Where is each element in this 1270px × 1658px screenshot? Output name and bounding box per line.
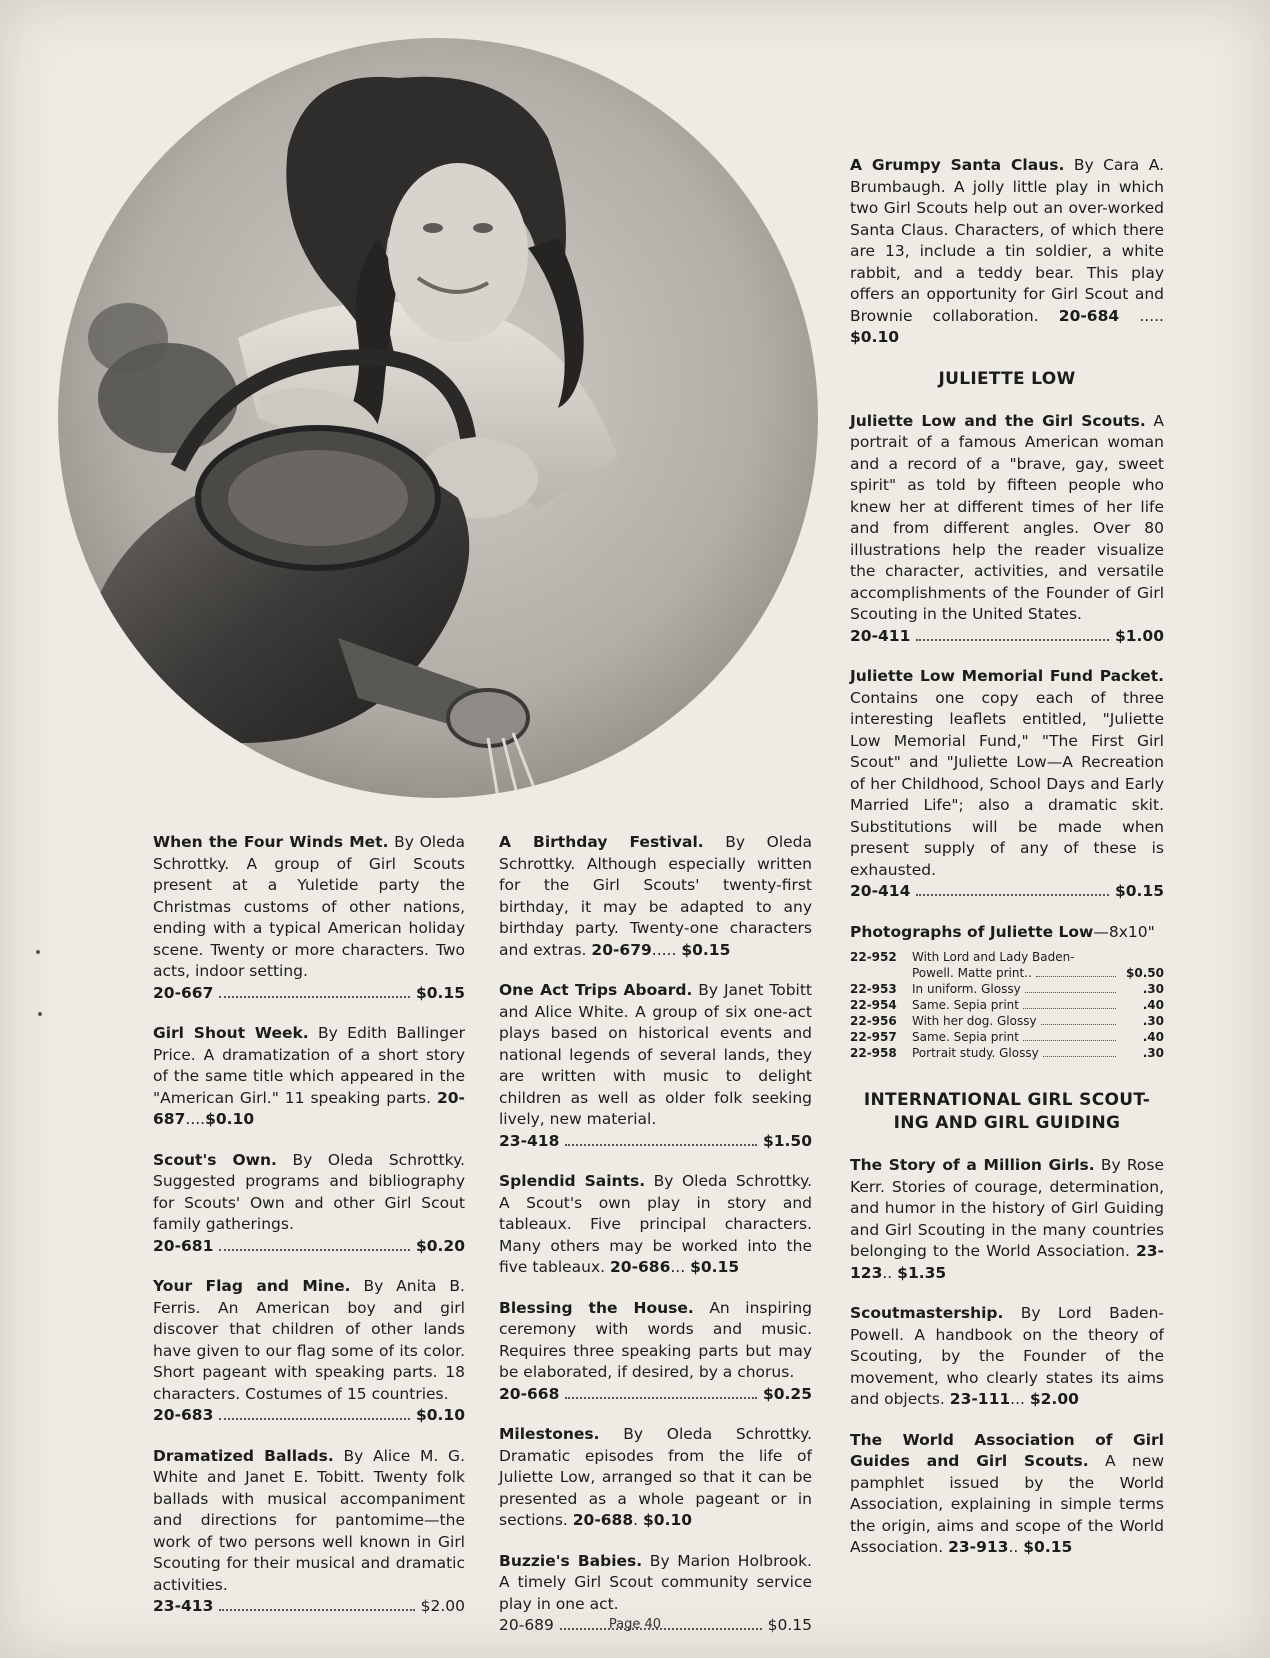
entry-body: An inspiring ceremony with words and music. Requires three speaking parts but may be elaborated, if desired, by a chorus.: [499, 1298, 812, 1381]
price-line: [153, 1405, 465, 1427]
item-price: $0.15: [1023, 1538, 1073, 1556]
catalog-entry-flag-and-mine: [153, 1276, 465, 1427]
entry-title: Buzzie's Babies.: [499, 1551, 643, 1570]
girl-with-watering-can-photo: [58, 38, 818, 798]
item-code: 20-667: [153, 983, 214, 1002]
catalog-entry-juliette-low-girl-scouts: [850, 411, 1164, 648]
entry-title: Girl Shout Week.: [153, 1024, 309, 1042]
leader-dots: [219, 1249, 410, 1251]
section-heading-line2: ING AND GIRL GUIDING: [893, 1113, 1121, 1133]
leader-dots: [219, 1418, 410, 1420]
entry-body: By Marion Holbrook. A timely Girl Scout community service play in one act.: [499, 1551, 812, 1613]
section-heading-juliette-low: JULIETTE LOW: [938, 368, 1076, 389]
leader-dots: ..: [882, 1263, 893, 1282]
item-price: $0.15: [1114, 882, 1164, 900]
photo-code: 22-958: [850, 1046, 897, 1060]
entry-title: Splendid Saints.: [499, 1172, 646, 1190]
leader-dots: [1023, 1040, 1116, 1041]
catalog-entry-splendid-saints: [499, 1171, 812, 1279]
item-price: $2.00: [1029, 1390, 1079, 1408]
leader-dots: [219, 1609, 414, 1611]
photo-price: .40: [1142, 1030, 1164, 1044]
table-row: [850, 1013, 1164, 1029]
catalog-entry-blessing-the-house: [499, 1298, 812, 1406]
entry-title: Milestones.: [499, 1425, 600, 1443]
catalog-entry-birthday-festival: [499, 832, 812, 961]
photographs-heading: Photographs of Juliette Low: [850, 922, 1094, 941]
item-code: 20-689: [499, 1616, 554, 1634]
photographs-list: [850, 922, 1164, 1062]
item-code: 20-686: [610, 1258, 671, 1276]
photo-price: .40: [1142, 998, 1164, 1012]
item-code: 23-111: [949, 1390, 1011, 1408]
leader-dots: [1043, 1056, 1116, 1057]
table-row: [850, 949, 1164, 981]
item-price: $0.10: [850, 328, 900, 346]
entry-title: The World Association of Girl Guides and Girl Scouts.: [850, 1430, 1164, 1470]
entry-title: Dramatized Ballads.: [153, 1446, 334, 1465]
item-code: 20-414: [850, 882, 911, 900]
item-price: $0.15: [415, 983, 465, 1002]
photo-desc: [912, 949, 1120, 981]
entry-body: By Oleda Schrottky. Suggested programs and bibliography for Scouts' Own and other Girl Scout family gatherings.: [153, 1150, 465, 1233]
photo-desc-text: Powell. Matte print..: [912, 966, 1032, 980]
entry-body: By Edith Ballinger Price. A dramatization of a short story of the same title which appeared in the "American Girl." 11 speaking parts.: [153, 1024, 465, 1107]
entry-body: By Alice M. G. White and Janet E. Tobitt. Twenty folk ballads with musical accompaniment and directions for pantomime—the work of two persons well known in Girl Scouting for their musical and dramatic activities.: [153, 1446, 465, 1594]
entry-title: Juliette Low and the Girl Scouts.: [850, 411, 1146, 430]
catalog-entry-scouts-own: [153, 1150, 465, 1258]
leader-dots: ....: [185, 1110, 206, 1128]
item-price: $0.25: [762, 1384, 812, 1403]
item-price: $2.00: [420, 1597, 465, 1615]
item-code: 20-668: [499, 1384, 560, 1403]
catalog-entry-girl-shout-week: [153, 1023, 465, 1131]
leader-dots: ...: [1010, 1390, 1025, 1408]
entry-body: By Oleda Schrottky. Dramatic episodes from the life of Juliette Low, arranged so that it can be presented as a whole pageant or in sections.: [499, 1425, 812, 1529]
price-line: [499, 1131, 812, 1153]
photo-desc-text: Same. Sepia print: [912, 998, 1019, 1012]
entry-title: Scoutmastership.: [850, 1304, 1004, 1322]
price-line: [499, 1384, 812, 1406]
entry-body: By Lord Baden-Powell. A handbook on the theory of Scouting, by the Founder of the movement, who clearly states its aims and objects.: [850, 1304, 1164, 1408]
leader-dots: ..: [1008, 1538, 1019, 1556]
item-code: 23-413: [153, 1597, 214, 1615]
photo-price: $0.50: [1126, 966, 1164, 980]
leader-dots: ...: [670, 1258, 686, 1276]
item-price: $1.50: [762, 1131, 812, 1150]
table-row: [850, 1029, 1164, 1045]
photo-code: 22-953: [850, 982, 897, 996]
item-price: $0.10: [205, 1110, 255, 1128]
entry-body: A portrait of a famous American woman and a record of a "brave, gay, sweet spirit" as told by fifteen people who knew her at different times of her life and from different angles. Over 80 illustrations help the reader visualize the character, activities, and versatile accomplishments of the Founder of Girl Scouting in the United States.: [850, 411, 1164, 623]
leader-dots: [565, 1397, 757, 1399]
photo-code: 22-954: [850, 998, 897, 1012]
price-line: [850, 881, 1164, 903]
photo-desc-text: Same. Sepia print: [912, 1030, 1019, 1044]
photo-desc: [912, 1029, 1120, 1045]
leader-dots: [1036, 976, 1116, 977]
item-code: 23-123: [850, 1242, 1164, 1282]
leader-dots: [1023, 1008, 1116, 1009]
item-price: $1.35: [897, 1263, 947, 1282]
entry-body: By Janet Tobitt and Alice White. A group of six one-act plays based on historical events and national legends of several lands, they are written with music to delight children as well as older folk seeking lively, new material.: [499, 981, 813, 1128]
photo-desc-text: In uniform. Glossy: [912, 982, 1021, 996]
entry-body: By Oleda Schrottky. A Scout's own play in story and tableaux. Five principal characters. Many others may be worked into the five tableaux.: [499, 1172, 813, 1276]
stray-mark: [38, 1012, 42, 1016]
leader-dots: .....: [1139, 306, 1164, 325]
middle-column: [499, 832, 812, 1656]
entry-title: Scout's Own.: [153, 1150, 277, 1169]
photo-price: .30: [1142, 1014, 1164, 1028]
catalog-entry-world-association: [850, 1430, 1164, 1559]
entry-body: By Oleda Schrottky. Although especially written for the Girl Scouts' twenty-first birthday, it may be adapted to any birthday party. Twenty-one characters and extras.: [499, 833, 813, 959]
table-row: [850, 981, 1164, 997]
entry-title: Juliette Low Memorial Fund Packet.: [850, 667, 1164, 685]
leader-dots: [1041, 1024, 1116, 1025]
leader-dots: [916, 894, 1109, 896]
entry-title: When the Four Winds Met.: [153, 833, 389, 851]
photo-desc-text: Portrait study. Glossy: [912, 1046, 1039, 1060]
section-heading-international: [850, 1089, 1164, 1135]
right-column: [850, 155, 1164, 1578]
entry-title: A Birthday Festival.: [499, 833, 704, 851]
table-row: [850, 997, 1164, 1013]
leader-dots: [916, 639, 1109, 641]
entry-body: By Cara A. Brumbaugh. A jolly little play in which two Girl Scouts help out an over-worked Santa Claus. Characters, of which there are 13, include a tin soldier, a white rabbit, and a teddy bear. This play offers an opportunity for Girl Scout and Brownie collaboration.: [850, 156, 1164, 325]
entry-title: The Story of a Million Girls.: [850, 1156, 1095, 1174]
leader-dots: .....: [651, 940, 677, 959]
item-price: $0.20: [415, 1236, 465, 1255]
entry-body: Contains one copy each of three interesting leaflets entitled, "Juliette Low Memorial Fund," "The First Girl Scout" and "Juliette Low—A Recreation of her Childhood, School Days and Early Married Life"; also a dramatic skit. Substitutions will be made when present supply of any of these is exhausted.: [850, 688, 1164, 879]
item-code: 20-687: [153, 1088, 465, 1128]
photographs-table: [850, 949, 1164, 1061]
photo-code: 22-956: [850, 1014, 897, 1028]
entry-body: By Oleda Schrottky. A group of Girl Scouts present at a Yuletide party the Christmas customs of other nations, ending with a typical American holiday scene. Twenty or more characters. Two acts, indoor setting.: [153, 833, 465, 980]
photo-desc-line2: [912, 965, 1120, 981]
item-price: $0.10: [415, 1406, 465, 1424]
entry-body: By Anita B. Ferris. An American boy and girl discover that children of other lands have given to our flag some of its color. Short pageant with speaking parts. 18 characters. Costumes of 15 countries.: [153, 1277, 465, 1403]
item-code: 20-688: [572, 1511, 634, 1529]
item-price: $0.15: [767, 1616, 812, 1634]
catalog-entry-four-winds: [153, 832, 465, 1004]
photo-icon: [58, 38, 818, 798]
leader-dots: [565, 1144, 757, 1146]
catalog-entry-one-act-trips: [499, 980, 812, 1152]
item-code: 20-684: [1058, 306, 1120, 325]
photo-desc: [912, 1045, 1120, 1061]
item-price: $0.15: [690, 1258, 740, 1276]
leader-dots: .: [633, 1511, 639, 1529]
leader-dots: [1025, 992, 1116, 993]
leader-dots: [219, 996, 410, 998]
entry-title: One Act Trips Aboard.: [499, 981, 693, 999]
page-number: Page 40: [608, 1617, 662, 1632]
photo-desc-line1: With Lord and Lady Baden-: [912, 950, 1075, 964]
price-line: [850, 626, 1164, 648]
item-code: 20-679: [591, 940, 652, 959]
item-code: 20-411: [850, 626, 911, 645]
catalog-entry-dramatized-ballads: [153, 1446, 465, 1618]
table-row: [850, 1045, 1164, 1061]
price-line: [153, 1236, 465, 1258]
photo-desc-text: With her dog. Glossy: [912, 1014, 1037, 1028]
item-code: 23-418: [499, 1131, 560, 1150]
item-code: 20-683: [153, 1406, 214, 1424]
catalog-entry-grumpy-santa: [850, 155, 1164, 349]
entry-title: Blessing the House.: [499, 1298, 694, 1317]
photo-code: 22-957: [850, 1030, 897, 1044]
photographs-title: [850, 922, 1164, 944]
catalog-entry-million-girls: [850, 1155, 1164, 1284]
item-price: $0.10: [643, 1511, 693, 1529]
entry-title: Your Flag and Mine.: [153, 1277, 351, 1295]
entry-title: A Grumpy Santa Claus.: [850, 156, 1065, 174]
catalog-entry-memorial-fund-packet: [850, 666, 1164, 903]
photo-price: .30: [1142, 982, 1164, 996]
photographs-size: —8x10": [1093, 922, 1155, 941]
section-heading-line1: INTERNATIONAL GIRL SCOUT-: [863, 1090, 1151, 1110]
photo-desc: [912, 1013, 1120, 1029]
item-code: 20-681: [153, 1236, 214, 1255]
item-price: $0.15: [681, 940, 731, 959]
photo-desc: [912, 997, 1120, 1013]
item-price: $1.00: [1114, 626, 1164, 645]
photo-price: .30: [1142, 1046, 1164, 1060]
photo-desc: [912, 981, 1120, 997]
entry-body: A new pamphlet issued by the World Association, explaining in simple terms the origin, aims and scope of the World Association.: [850, 1452, 1164, 1556]
catalog-entry-milestones: [499, 1424, 812, 1532]
price-line: [153, 1596, 465, 1618]
price-line: [153, 983, 465, 1005]
stray-mark: [36, 950, 40, 954]
catalog-entry-scoutmastership: [850, 1303, 1164, 1411]
photo-code: 22-952: [850, 950, 897, 964]
item-code: 23-913: [948, 1538, 1009, 1556]
entry-body: By Rose Kerr. Stories of courage, determination, and humor in the history of Girl Guiding and Girl Scouting in the many countries belonging to the World Association.: [850, 1156, 1164, 1260]
left-column: [153, 832, 465, 1637]
